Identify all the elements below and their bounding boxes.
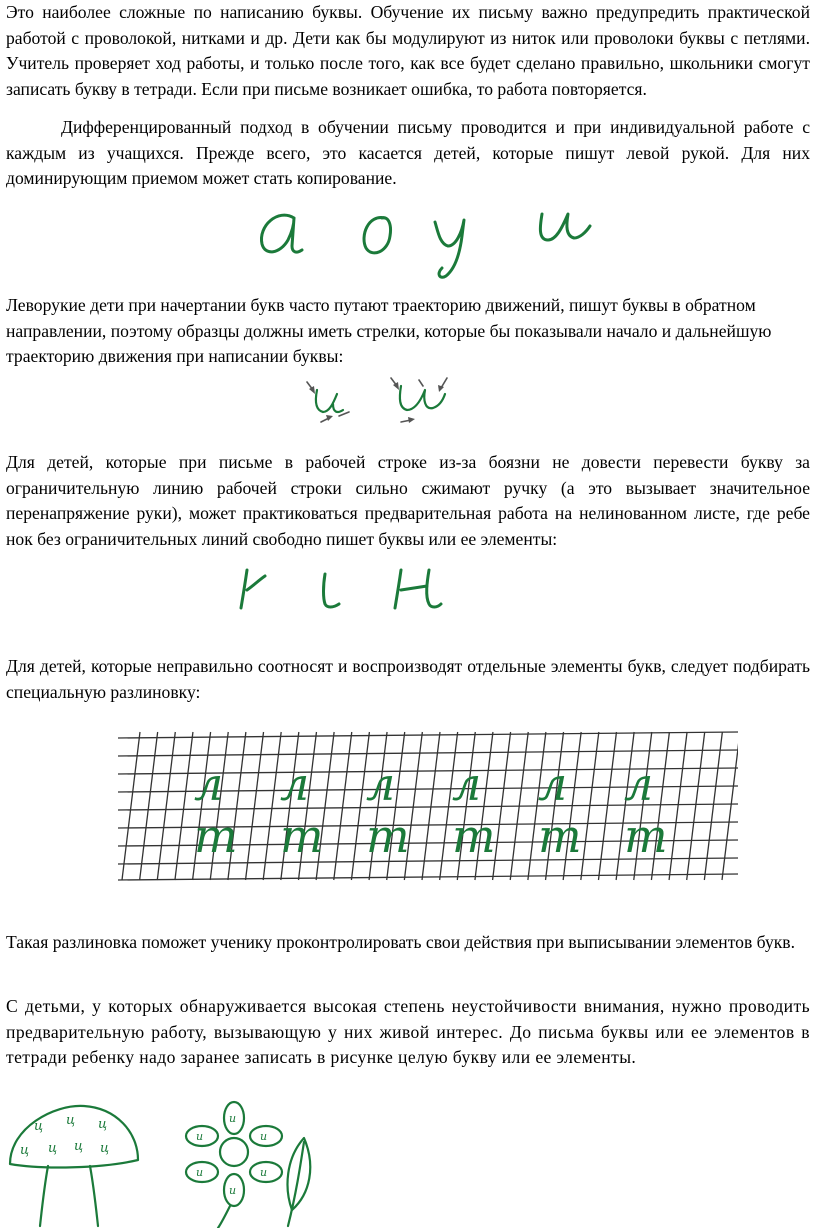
cursive-vowels-figure (250, 196, 600, 286)
letter-a-glyph (261, 215, 302, 252)
svg-text:и: и (229, 1184, 237, 1197)
grid-letter: л (280, 757, 310, 811)
letter-y-glyph (435, 220, 464, 277)
leaf-drawing (288, 1138, 311, 1226)
element-l-glyph (324, 574, 340, 607)
paragraph-6: Такая разлиновка поможет ученику проконтролировать свои действия при выписывании элементов букв. (6, 932, 796, 952)
letter-elements-figure (225, 560, 455, 620)
grid-vertical-line (140, 732, 158, 880)
element-n-glyph (395, 570, 441, 608)
element-k-glyph (241, 570, 265, 608)
grid-letter: л (366, 757, 396, 811)
svg-text:ц: ц (98, 1117, 108, 1132)
letter-with-arrows-1 (316, 390, 343, 412)
grid-letter: т (366, 809, 410, 863)
svg-text:и: и (260, 1130, 268, 1143)
mushroom-drawing (10, 1106, 138, 1226)
paragraph-1: Это наиболее сложные по написанию буквы. Обучение их письму важно предупредить практической работой с проволокой, нитками и др. Дети как бы модулируют из ниток или проволоки буквы с петлями. Учитель проверяет ход работы, и только после того, как все будет сделано правильно, школьники смогут записать букву в тетради. Если при письме возникает ошибка, то работа повторяется. (6, 2, 810, 99)
letter-o-glyph (364, 218, 391, 253)
arrow-letters-figure (295, 372, 475, 437)
svg-text:ц: ц (74, 1139, 84, 1154)
svg-text:и: и (260, 1166, 268, 1179)
grid-letter: л (538, 757, 568, 811)
svg-text:ц: ц (34, 1119, 44, 1134)
ruled-grid-figure (98, 728, 738, 884)
drawings-figure (4, 1098, 344, 1228)
svg-text:и: и (229, 1112, 237, 1125)
grid-vertical-line (157, 732, 175, 880)
grid-letter: л (624, 757, 654, 811)
svg-text:и: и (196, 1130, 204, 1143)
flower-drawing (186, 1102, 282, 1228)
grid-letter: т (538, 809, 582, 863)
svg-text:ц: ц (100, 1141, 110, 1156)
grid-letter: т (452, 809, 496, 863)
svg-text:и: и (196, 1166, 204, 1179)
grid-letter: т (280, 809, 324, 863)
grid-letter: л (452, 757, 482, 811)
letter-i-glyph (540, 214, 590, 240)
paragraph-4: Для детей, которые при письме в рабочей строке из-за боязни не довести перевести букву за ограничительную линию рабочей строки сильно сжимают ручку (а это вызывает значительное перенапряжение руки), может практиковаться предварительная работа на нелинованном листе, где ребе нок без ограничительных линий свободно пишет буквы или ее элементы: (6, 452, 810, 549)
grid-letter: т (624, 809, 668, 863)
paragraph-7: С детьми, у которых обнаруживается высокая степень неустойчивости внимания, нужно проводить предварительную работу, вызывающую у них живой интерес. До письма буквы или ее элементов в тетради ребенку надо заранее записать в рисунке целую букву или ее элементы. (6, 996, 810, 1068)
grid-vertical-line (669, 732, 687, 880)
paragraph-5: Для детей, которые неправильно соотносят и воспроизводят отдельные элементы букв, следует подбирать специальную разлиновку: (6, 656, 810, 702)
svg-text:ц: ц (48, 1141, 58, 1156)
paragraph-3: Леворукие дети при начертании букв часто путают траекторию движений, пишут буквы в обратном направлении, поэтому образцы должны иметь стрелки, которые бы показывали начало и дальнейшую траекторию движения при написании буквы: (6, 295, 772, 367)
svg-text:ц: ц (20, 1143, 30, 1158)
grid-vertical-line (122, 732, 140, 880)
paragraph-2: Дифференцированный подход в обучении письму проводится и при индивидуальной работе с каждым из учащихся. Прежде всего, это касается детей, которые пишут левой рукой. Для них доминирующим приемом может стать копирование. (6, 117, 810, 189)
grid-letter: л (194, 757, 224, 811)
letter-with-arrows-2 (400, 386, 445, 410)
svg-text:ц: ц (66, 1113, 76, 1128)
grid-vertical-line (175, 732, 193, 880)
grid-horizontal-line (118, 750, 738, 756)
grid-vertical-line (422, 732, 440, 880)
grid-vertical-line (598, 732, 616, 880)
grid-letter: т (194, 809, 238, 863)
